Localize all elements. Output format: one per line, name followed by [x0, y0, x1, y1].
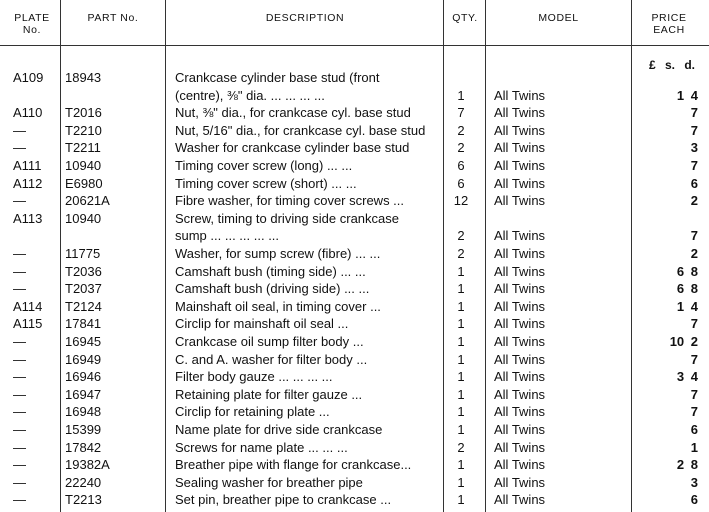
table-row	[0, 192, 709, 210]
plate-no-cell: —	[13, 474, 26, 490]
price-cell: 2 8	[676, 457, 698, 473]
qty-cell: 1	[457, 351, 465, 367]
price-cell: 7	[690, 122, 698, 138]
description-cell: C. and A. washer for filter body ...	[175, 351, 368, 367]
model-cell: All Twins	[494, 87, 546, 103]
model-cell: All Twins	[494, 175, 546, 191]
price-cell: 3	[690, 474, 698, 490]
plate-no-cell: —	[13, 369, 26, 385]
model-cell: All Twins	[494, 457, 546, 473]
part-no-cell: 15399	[65, 422, 102, 437]
qty-cell: 1	[457, 87, 465, 103]
plate-no-cell: —	[13, 263, 26, 279]
price-cell: 7	[690, 316, 698, 332]
header-plate-no: PLATE No.	[14, 12, 50, 36]
part-no-cell: T2037	[65, 281, 102, 297]
plate-no-cell: A113	[13, 210, 43, 226]
currency-units: £ s. d.	[648, 58, 695, 72]
plate-no-cell: A111	[13, 158, 42, 173]
table-row	[0, 122, 709, 140]
model-cell: All Twins	[494, 281, 546, 297]
plate-no-cell: —	[13, 439, 26, 455]
description-cell: Filter body gauze ... ... ... ...	[175, 369, 333, 385]
price-cell: 7	[690, 105, 698, 121]
table-row	[0, 333, 709, 351]
plate-no-cell: —	[13, 457, 26, 473]
part-no-cell: 11775	[65, 246, 101, 261]
table-row	[0, 280, 709, 298]
qty-cell: 1	[457, 404, 465, 420]
part-no-cell: 22240	[65, 474, 102, 490]
plate-no-cell: —	[13, 422, 26, 437]
model-cell: All Twins	[494, 439, 546, 455]
table-row	[0, 104, 709, 122]
header-rule	[0, 45, 709, 46]
qty-cell: 2	[457, 140, 465, 156]
description-cell: Timing cover screw (short) ... ...	[175, 175, 357, 191]
qty-cell: 2	[457, 122, 465, 138]
table-row	[0, 263, 709, 281]
qty-cell: 1	[457, 334, 465, 349]
price-cell: 2	[690, 193, 698, 209]
qty-cell: 6	[457, 175, 465, 191]
price-cell: 6	[690, 422, 698, 437]
description-cell: Crankcase oil sump filter body ...	[175, 334, 364, 349]
plate-no-cell: A114	[13, 298, 43, 314]
qty-cell: 1	[457, 316, 465, 332]
model-cell: All Twins	[494, 246, 546, 261]
qty-cell: 1	[457, 263, 465, 279]
part-no-cell: 17841	[65, 316, 102, 332]
model-cell: All Twins	[494, 474, 546, 490]
part-no-cell: 19382A	[65, 457, 110, 473]
model-cell: All Twins	[494, 316, 546, 332]
price-cell: 7	[690, 228, 698, 244]
price-cell: 6	[690, 175, 698, 191]
table-row	[0, 87, 709, 105]
header-description: DESCRIPTION	[265, 12, 345, 24]
price-cell: 3 4	[676, 369, 698, 385]
price-cell: 1	[690, 439, 698, 455]
qty-cell: 1	[457, 298, 465, 314]
price-cell: 10 2	[669, 334, 698, 349]
plate-no-cell: A110	[13, 105, 43, 121]
description-cell: Set pin, breather pipe to crankcase ...	[175, 492, 392, 508]
model-cell: All Twins	[494, 369, 546, 385]
plate-no-cell: A112	[13, 175, 43, 191]
description-cell: (centre), ⅜" dia. ... ... ... ...	[175, 87, 325, 103]
model-cell: All Twins	[494, 228, 546, 244]
table-row	[0, 315, 709, 333]
description-cell: Nut, ⅜" dia., for crankcase cyl. base stud	[175, 105, 411, 121]
price-cell: 6 8	[676, 263, 698, 279]
part-no-cell: 10940	[65, 210, 102, 226]
plate-no-cell: —	[13, 193, 26, 209]
description-cell: Washer, for sump screw (fibre) ... ...	[175, 246, 381, 261]
part-no-cell: T2211	[65, 140, 101, 156]
plate-no-cell: A109	[13, 70, 44, 85]
description-cell: Screw, timing to driving side crankcase	[175, 210, 399, 226]
header-price-each: PRICE EACH	[651, 12, 687, 36]
part-no-cell: T2036	[65, 263, 102, 279]
qty-cell: 1	[457, 422, 465, 437]
table-row	[0, 139, 709, 157]
table-row	[0, 474, 709, 492]
description-cell: Breather pipe with flange for crankcase...	[175, 457, 412, 473]
qty-cell: 2	[457, 439, 465, 455]
description-cell: Camshaft bush (driving side) ... ...	[175, 281, 370, 297]
qty-cell: 1	[457, 281, 465, 297]
price-cell: 7	[690, 404, 698, 420]
part-no-cell: 16946	[65, 369, 102, 385]
table-row	[0, 421, 709, 439]
part-no-cell: T2210	[65, 122, 102, 138]
table-row	[0, 210, 709, 228]
part-no-cell: E6980	[65, 175, 103, 191]
plate-no-cell: —	[13, 492, 26, 508]
table-row	[0, 368, 709, 386]
model-cell: All Twins	[494, 193, 546, 209]
price-cell: 3	[690, 140, 698, 156]
description-cell: Timing cover screw (long) ... ...	[175, 158, 353, 173]
table-row	[0, 245, 709, 263]
table-row	[0, 351, 709, 369]
part-no-cell: 16949	[65, 351, 102, 367]
plate-no-cell: —	[13, 140, 26, 156]
table-row	[0, 439, 709, 457]
description-cell: Circlip for retaining plate ...	[175, 404, 330, 420]
header-part-no: PART No.	[87, 12, 139, 24]
description-cell: Washer for crankcase cylinder base stud	[175, 140, 410, 156]
model-cell: All Twins	[494, 158, 546, 173]
part-no-cell: 16947	[65, 386, 102, 402]
plate-no-cell: —	[13, 281, 26, 297]
header-qty: QTY.	[452, 12, 478, 24]
price-cell: 2	[690, 246, 698, 261]
model-cell: All Twins	[494, 386, 546, 402]
model-cell: All Twins	[494, 122, 546, 138]
plate-no-cell: —	[13, 246, 26, 261]
model-cell: All Twins	[494, 298, 546, 314]
price-cell: 1 4	[676, 87, 698, 103]
plate-no-cell: —	[13, 351, 26, 367]
description-cell: sump ... ... ... ... ...	[175, 228, 280, 244]
price-cell: 7	[690, 158, 698, 173]
part-no-cell: 18943	[65, 70, 102, 85]
plate-no-cell: —	[13, 122, 26, 138]
qty-cell: 1	[457, 369, 465, 385]
description-cell: Camshaft bush (timing side) ... ...	[175, 263, 366, 279]
part-no-cell: 10940	[65, 158, 102, 173]
qty-cell: 1	[457, 474, 465, 490]
table-row	[0, 298, 709, 316]
model-cell: All Twins	[494, 105, 546, 121]
table-row	[0, 175, 709, 193]
price-cell: 7	[690, 386, 698, 402]
header-model: MODEL	[538, 12, 579, 24]
price-cell: 7	[690, 351, 698, 367]
description-cell: Sealing washer for breather pipe	[175, 474, 363, 490]
table-row	[0, 69, 709, 87]
description-cell: Circlip for mainshaft oil seal ...	[175, 316, 349, 332]
price-cell: 6 8	[676, 281, 698, 297]
part-no-cell: T2213	[65, 492, 102, 508]
qty-cell: 7	[457, 105, 465, 121]
description-cell: Retaining plate for filter gauze ...	[175, 386, 363, 402]
qty-cell: 1	[457, 492, 465, 508]
table-row	[0, 157, 709, 175]
price-cell: 6	[690, 492, 698, 508]
plate-no-cell: —	[13, 386, 26, 402]
qty-cell: 2	[457, 246, 465, 261]
table-row	[0, 227, 709, 245]
model-cell: All Twins	[494, 351, 546, 367]
description-cell: Screws for name plate ... ... ...	[175, 439, 348, 455]
plate-no-cell: —	[13, 334, 26, 349]
description-cell: Crankcase cylinder base stud (front	[175, 70, 380, 85]
description-cell: Fibre washer, for timing cover screws ...	[175, 193, 405, 209]
part-no-cell: 17842	[65, 439, 102, 455]
part-no-cell: T2016	[65, 105, 102, 121]
part-no-cell: T2124	[65, 298, 102, 314]
model-cell: All Twins	[494, 334, 546, 349]
qty-cell: 6	[457, 158, 465, 173]
table-row	[0, 403, 709, 421]
model-cell: All Twins	[494, 492, 546, 508]
model-cell: All Twins	[494, 404, 546, 420]
description-cell: Mainshaft oil seal, in timing cover ...	[175, 298, 381, 314]
part-no-cell: 16945	[65, 334, 102, 349]
qty-cell: 1	[457, 386, 465, 402]
description-cell: Nut, 5/16" dia., for crankcase cyl. base stud	[175, 122, 426, 138]
table-row	[0, 386, 709, 404]
model-cell: All Twins	[494, 140, 546, 156]
price-cell: 1 4	[676, 298, 698, 314]
table-row	[0, 491, 709, 509]
description-cell: Name plate for drive side crankcase	[175, 422, 383, 437]
model-cell: All Twins	[494, 263, 546, 279]
plate-no-cell: A115	[13, 316, 43, 332]
part-no-cell: 16948	[65, 404, 102, 420]
table-row	[0, 456, 709, 474]
model-cell: All Twins	[494, 422, 546, 437]
qty-cell: 1	[457, 457, 465, 473]
part-no-cell: 20621A	[65, 193, 110, 209]
plate-no-cell: —	[13, 404, 26, 420]
qty-cell: 12	[453, 193, 469, 209]
qty-cell: 2	[457, 228, 465, 244]
